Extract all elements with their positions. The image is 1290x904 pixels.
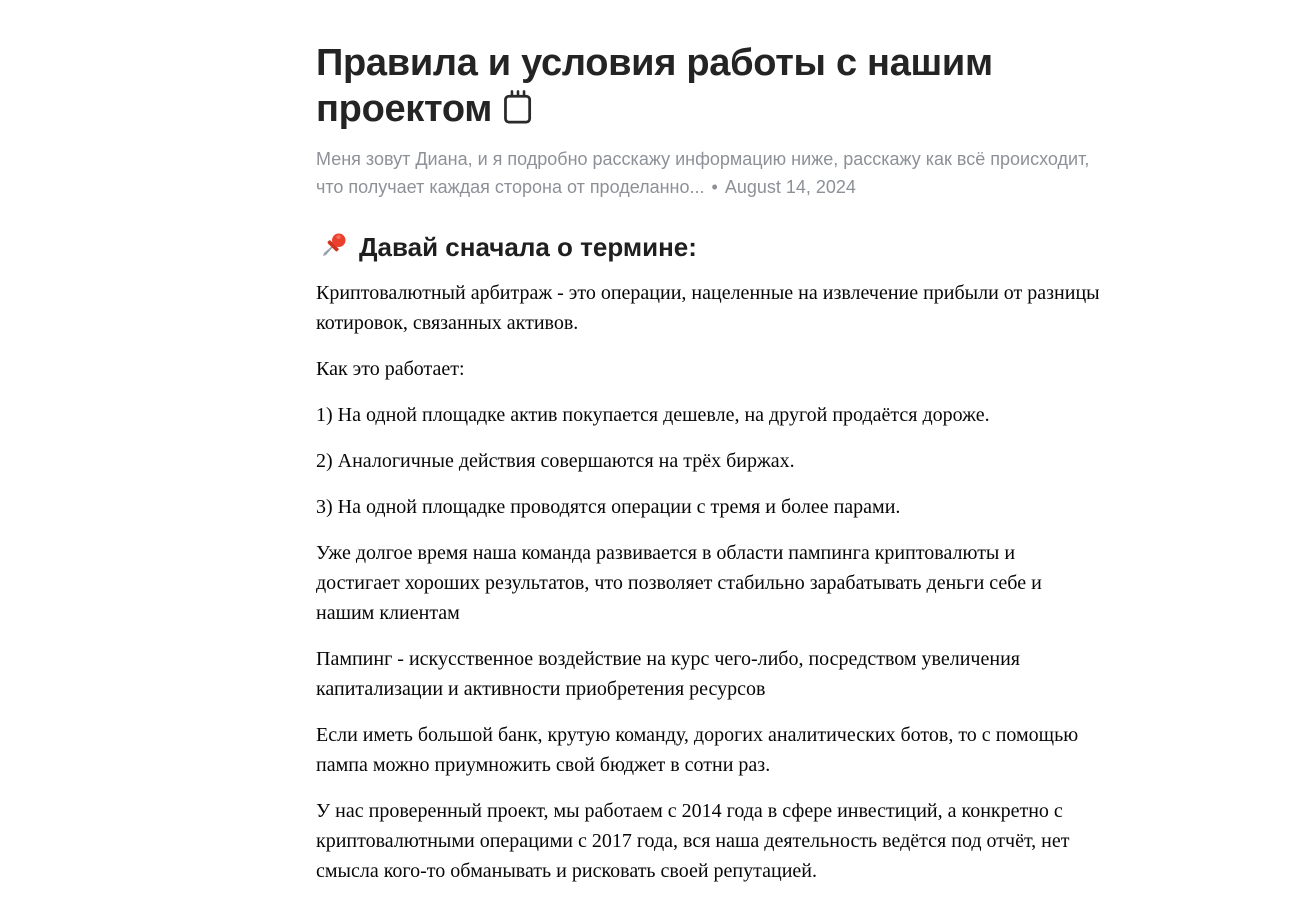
paragraph: Как это работает: — [316, 358, 465, 381]
article — [316, 0, 1102, 886]
paragraph: Криптовалютный арбитраж - это операции, нацеленные на извлечение прибыли от разницы котировок, связанных активов. — [316, 282, 1100, 335]
paragraph: 1) На одной площадке актив покупается дешевле, на другой продаётся дороже. — [316, 404, 990, 427]
paragraph: У нас проверенный проект, мы работаем с 2014 года в сфере инвестиций, а конкретно с криптовалютными операцими с 2017 года, вся наша деятельность ведётся под отчёт, нет смысла кого-то обманывать и рисковать своей репутацией. — [316, 800, 1070, 883]
publish-date: August 14, 2024 — [724, 176, 856, 197]
pushpin-icon — [316, 229, 350, 263]
byline-separator: • — [711, 176, 718, 197]
article-body — [316, 278, 1102, 886]
notepad-icon — [499, 88, 537, 126]
byline — [316, 146, 1102, 202]
paragraph: 2) Аналогичные действия совершаются на трёх биржах. — [316, 450, 795, 473]
page-title-text: Правила и условия работы с нашим проектом — [316, 42, 993, 131]
paragraph: Если иметь большой банк, крутую команду, дорогих аналитических ботов, то с помощью пампа можно приумножить свой бюджет в сотни раз. — [316, 724, 1079, 777]
page-title — [316, 40, 1102, 133]
paragraph: Уже долгое время наша команда развивается в области пампинга криптовалюты и достигает хороших результатов, что позволяет стабильно зарабатывать деньги себе и нашим клиентам — [316, 542, 1042, 625]
section-heading-text: Давай сначала о термине: — [359, 231, 697, 262]
paragraph: 3) На одной площадке проводятся операции с тремя и более парами. — [316, 496, 901, 519]
section-heading — [316, 229, 1102, 265]
paragraph: Пампинг - искусственное воздействие на курс чего-либо, посредством увеличения капитализации и активности приобретения ресурсов — [316, 648, 1020, 701]
byline-text: Меня зовут Диана, и я подробно расскажу информацию ниже, расскажу как всё происходит, что получает каждая сторона от проделанно... — [316, 148, 1090, 197]
